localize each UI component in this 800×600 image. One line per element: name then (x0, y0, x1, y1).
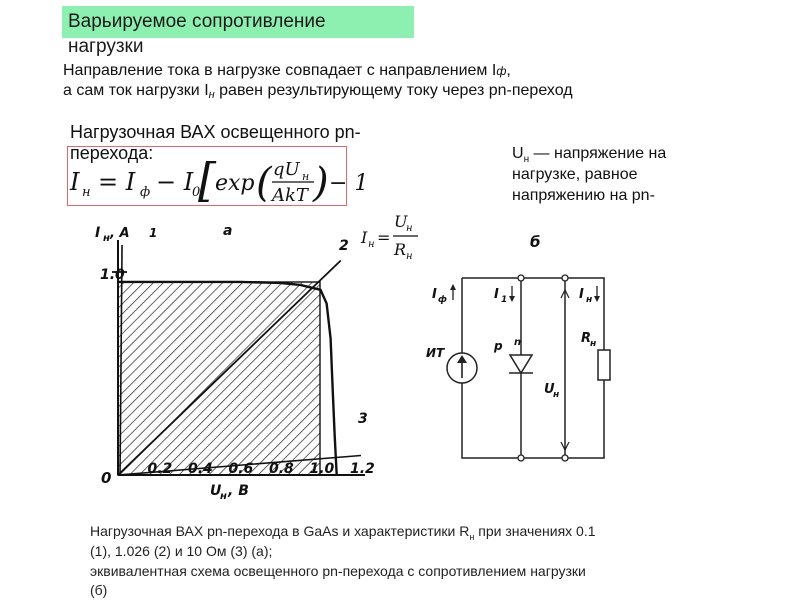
y-axis-label (95, 225, 130, 244)
formula-numerator-sub: н (302, 170, 310, 183)
equivalent-circuit (426, 233, 610, 461)
caption-line2: (1), 1.026 (2) и 10 Ом (3) (а); (90, 543, 273, 559)
origin-label: 0 (101, 469, 112, 487)
formula (69, 153, 368, 207)
svg-text:U: U (544, 382, 555, 397)
ohm-law-formula (360, 212, 418, 262)
xlabel-sym: U (210, 483, 222, 499)
x-axis-label (210, 483, 249, 502)
svg-text:н: н (586, 295, 593, 305)
svg-text:R: R (394, 240, 407, 259)
description-line2: а сам ток нагрузки Iн равен результирующему току через pn-переход (63, 82, 573, 101)
xlabel-unit: , В (228, 483, 249, 499)
svg-text:н: н (590, 339, 597, 349)
svg-text:I: I (579, 287, 584, 302)
diode-icon (510, 355, 532, 373)
svg-text:н: н (406, 251, 413, 262)
curve-label-3: 3 (358, 411, 368, 427)
curve-label-1: 1 (149, 226, 158, 240)
panel-label-b: б (530, 233, 541, 251)
curve-label-2: 2 (339, 238, 349, 254)
y-tick-label: 1.0 (100, 267, 125, 283)
formula-numerator: qU (273, 159, 300, 180)
note-line2: нагрузке, равное (512, 166, 638, 183)
ylabel-sym: I (95, 225, 101, 241)
x-tick-label: 0.6 (228, 461, 254, 477)
svg-text:ф: ф (438, 295, 447, 305)
svg-text:I: I (361, 228, 368, 247)
formula-eq: = I (98, 168, 136, 196)
svg-text:n: n (514, 337, 522, 348)
svg-text:R: R (581, 331, 592, 346)
formula-i0-sub: 0 (192, 185, 201, 200)
panel-label-a: а (223, 223, 233, 239)
xlabel-sub: н (220, 491, 227, 502)
formula-lhs-sub: н (82, 185, 91, 200)
svg-text:ИТ: ИТ (426, 346, 445, 360)
slide-title-line1: Варьируемое сопротивление (68, 11, 326, 32)
description-line1: Направление тока в нагрузке совпадает с направлением Iф, (63, 62, 511, 79)
svg-text:=: = (377, 228, 391, 247)
svg-text:1: 1 (501, 295, 508, 305)
svg-text:p: p (494, 339, 503, 353)
formula-paren-right: ) (313, 160, 329, 206)
x-tick-label: 0.8 (269, 461, 294, 477)
svg-text:н: н (553, 390, 560, 400)
x-tick-label: 0.4 (188, 461, 213, 477)
formula-paren-left: ( (256, 160, 272, 206)
svg-text:н: н (406, 223, 413, 234)
note-line1: $U_н$ — напряжение на (512, 145, 667, 166)
load-line-chart (95, 212, 418, 502)
caption-line1: Нагрузочная ВАХ pn-перехода в GaAs и характеристики $R_н$ при значениях 0.1 (90, 523, 596, 542)
x-tick-label: 0.2 (147, 461, 173, 477)
formula-bracket-left: [ (198, 153, 216, 207)
x-tick-label: 1.0 (309, 461, 335, 477)
caption-line3: эквивалентная схема освещенного pn-перехода с сопротивлением нагрузки (90, 563, 586, 579)
formula-tail: − 1 (329, 171, 369, 196)
svg-text:I: I (494, 287, 499, 302)
formula-minus: − I (156, 168, 194, 196)
formula-iph-sub: ф (140, 185, 151, 200)
subheading-line1: Нагрузочная ВАХ освещенного pn- (70, 122, 361, 142)
formula-denominator: AkT (272, 185, 308, 206)
formula-exp: exp (215, 171, 255, 196)
note-line3: напряжению на pn- (512, 187, 655, 204)
svg-text:н: н (368, 239, 375, 250)
svg-text:U: U (394, 212, 408, 231)
ylabel-sub: н (103, 233, 110, 244)
caption-line4: (б) (90, 582, 108, 598)
load-resistor-icon (598, 350, 610, 380)
ylabel-unit: , A (110, 226, 130, 241)
formula-lhs: I (70, 168, 80, 196)
svg-text:I: I (432, 287, 437, 302)
slide-title-line2: нагрузки (68, 36, 144, 57)
subheading-line2: перехода: (70, 143, 154, 163)
x-tick-label: 1.2 (350, 461, 375, 477)
